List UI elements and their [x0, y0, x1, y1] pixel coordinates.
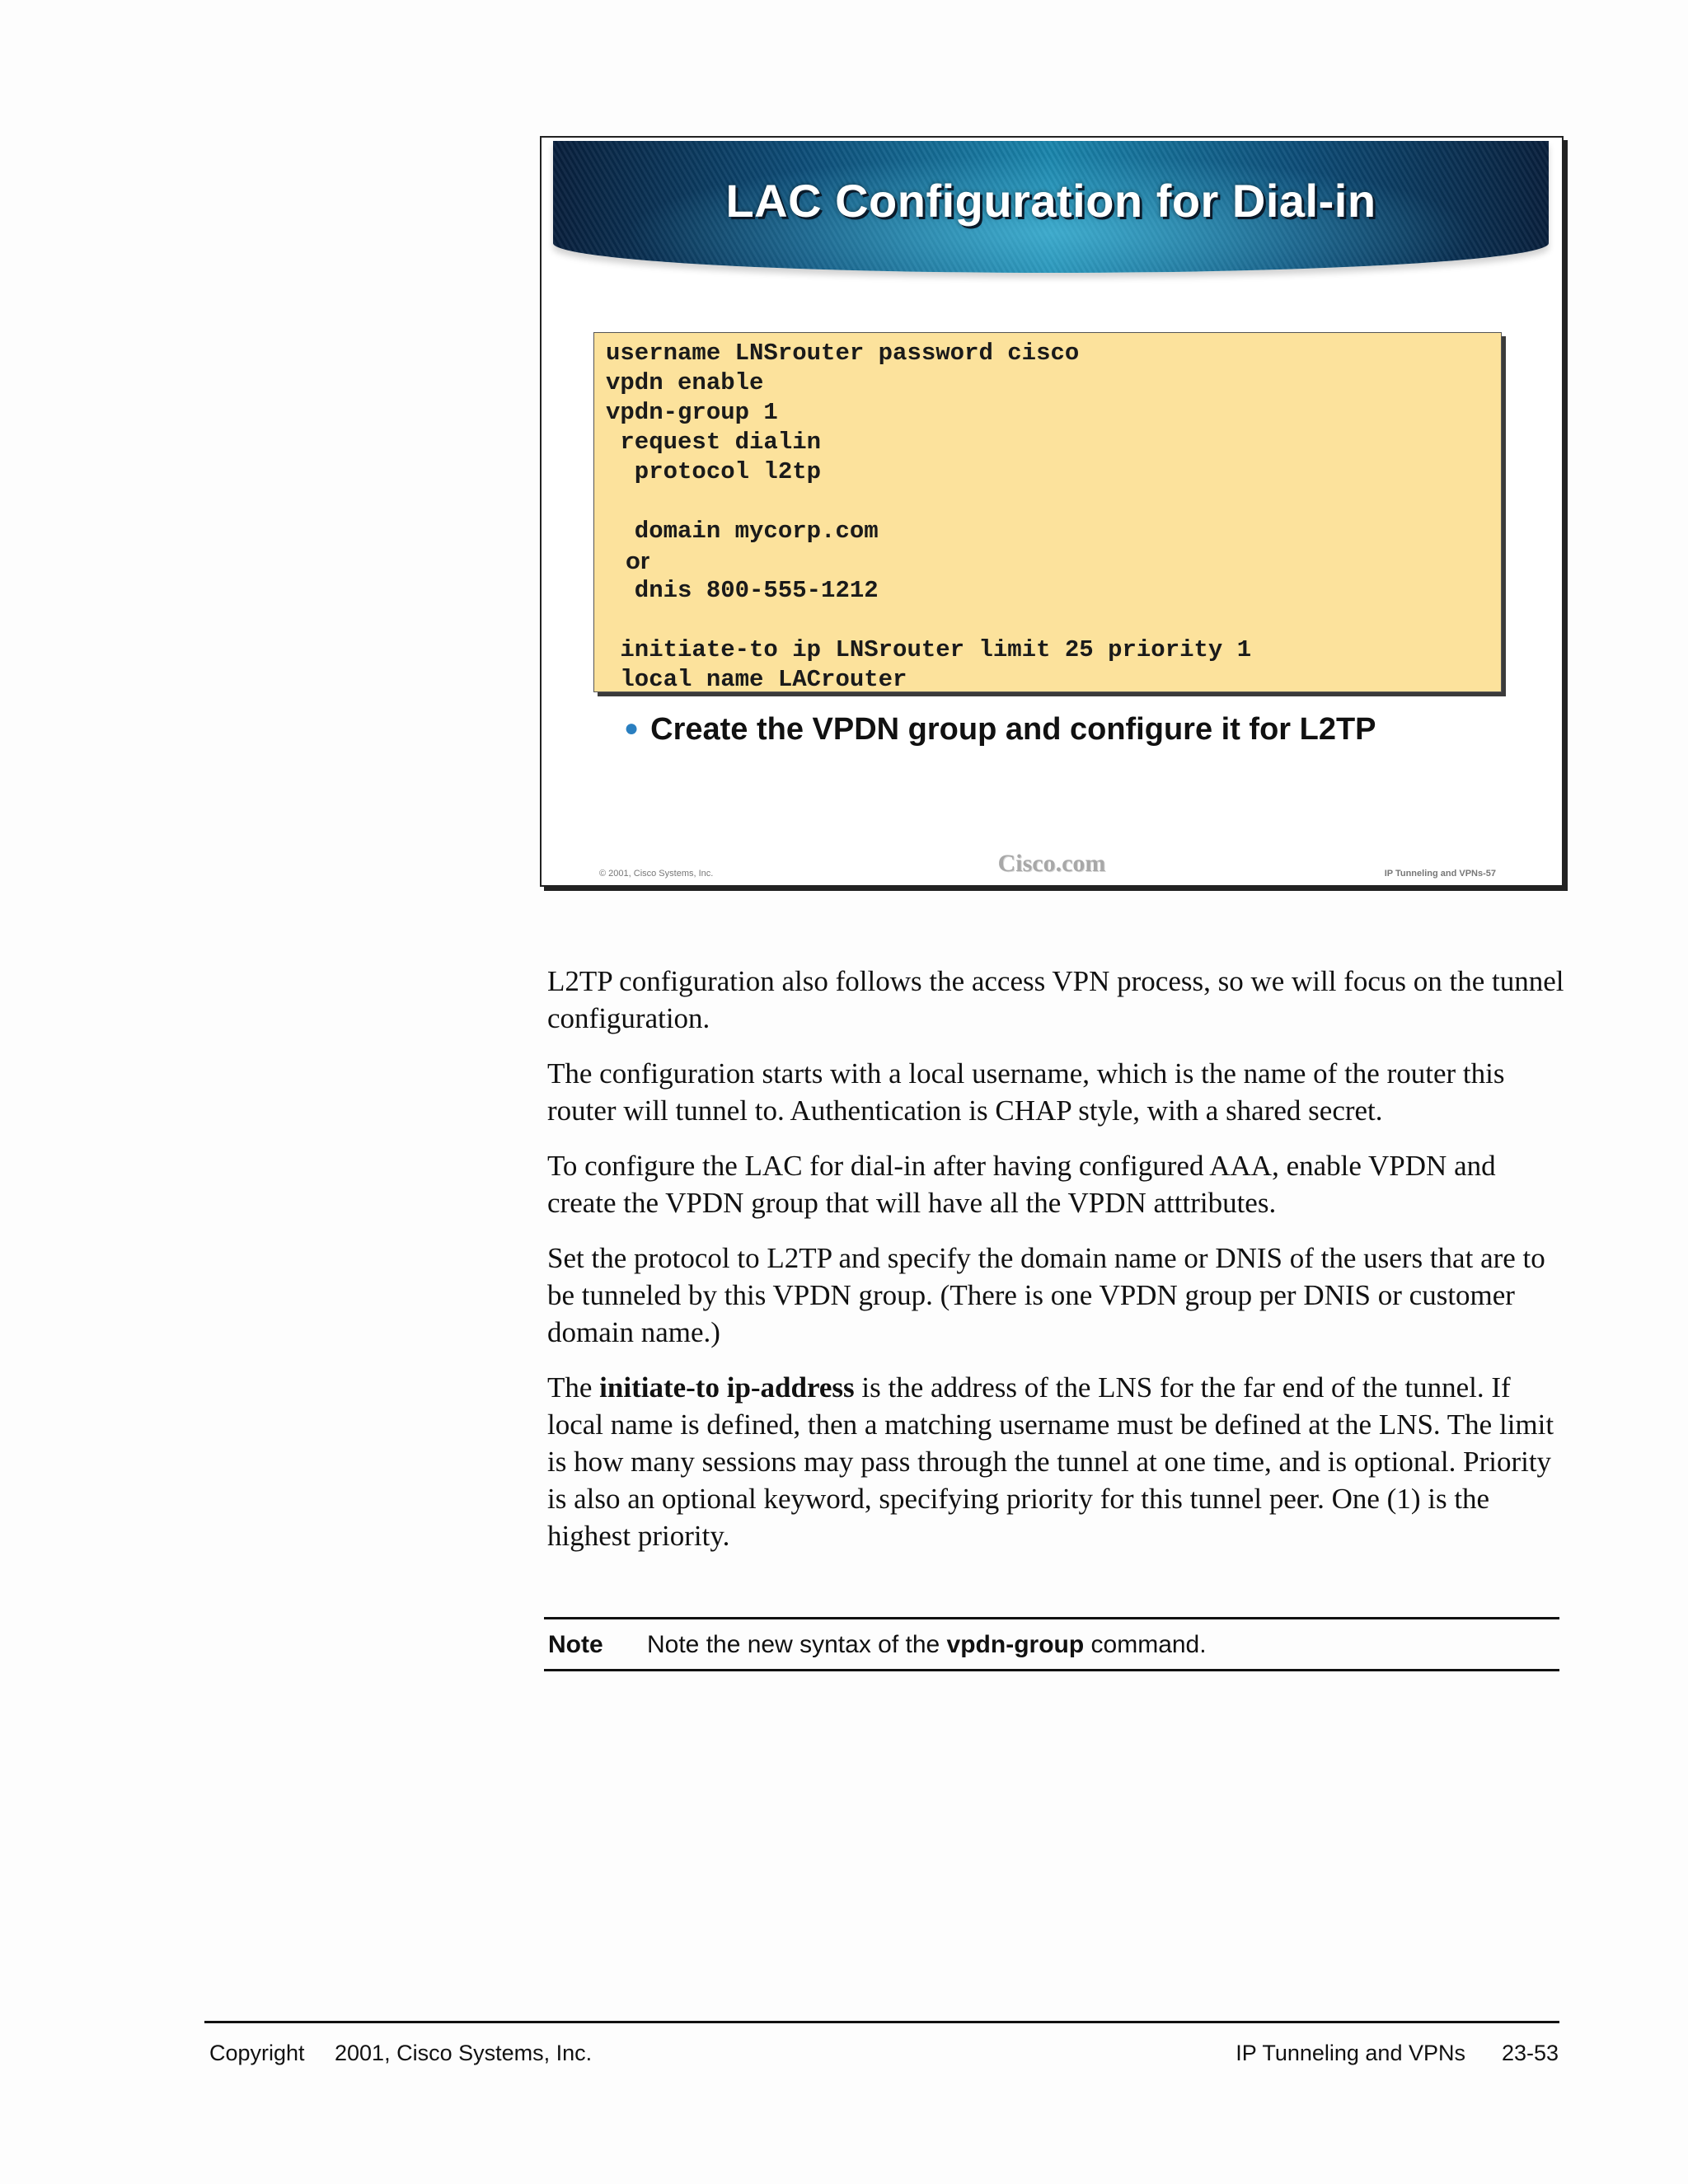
- body-text: [547, 963, 1566, 1572]
- paragraph-text: is the address of the LNS for the far end of the tunnel. If local name is defined, then a matching username must be defined at the LNS. The limit is how many sessions may pass through the tunnel at one time, and is optional. Priority is also an optional keyword, specifying priority for this tunnel peer. One (1) is the highest priority.: [547, 1371, 1554, 1552]
- code-line: initiate-to ip LNSrouter limit 25 priority 1: [606, 636, 1252, 663]
- code-line: domain mycorp.com: [606, 518, 879, 545]
- note-command: vpdn-group: [946, 1631, 1085, 1658]
- paragraph-text: The: [547, 1371, 600, 1404]
- cisco-logo: Cisco.com: [997, 850, 1106, 877]
- note-text-prefix: Note the new syntax of the: [647, 1631, 947, 1658]
- code-line: dnis 800-555-1212: [606, 577, 879, 604]
- paragraph: [547, 1369, 1566, 1554]
- command-keyword: initiate-to ip-address: [599, 1371, 855, 1404]
- slide-number: IP Tunneling and VPNs-57: [1384, 869, 1496, 879]
- paragraph: L2TP configuration also follows the access VPN process, so we will focus on the tunnel configuration.: [547, 965, 1564, 1034]
- note-label: Note: [548, 1631, 603, 1658]
- bullet-dot-icon: ●: [624, 715, 640, 742]
- footer-company: 2001, Cisco Systems, Inc.: [335, 2041, 593, 2065]
- code-line: [606, 606, 1501, 635]
- code-line-or: or: [606, 548, 650, 574]
- code-line: vpdn enable: [606, 369, 764, 396]
- paragraph: Set the protocol to L2TP and specify the domain name or DNIS of the users that are to be tunneled by this VPDN group. (There is one VPDN group per DNIS or customer domain name.): [547, 1242, 1545, 1348]
- code-line: username LNSrouter password cisco: [606, 340, 1080, 367]
- note-text-suffix: command.: [1084, 1631, 1207, 1658]
- slide-bullet: [624, 712, 1376, 748]
- slide-figure: [540, 136, 1564, 887]
- code-line: local name LACrouter: [606, 666, 907, 693]
- footer-copyright: Copyright: [209, 2041, 305, 2065]
- code-line: request dialin: [606, 429, 822, 456]
- note-box: [544, 1617, 1559, 1671]
- paragraph: To configure the LAC for dial-in after having configured AAA, enable VPDN and create the VPDN group that will have all the VPDN atttributes.: [547, 1150, 1496, 1219]
- slide-title: LAC Configuration for Dial-in: [725, 175, 1376, 227]
- slide-bullet-text: Create the VPDN group and configure it for L2TP: [650, 712, 1376, 747]
- title-banner: [553, 141, 1549, 273]
- code-line: protocol l2tp: [606, 458, 822, 485]
- paragraph: The configuration starts with a local username, which is the name of the router this router will tunnel to. Authentication is CHAP style, with a shared secret.: [547, 1057, 1505, 1127]
- code-line: [606, 487, 1501, 517]
- footer-course-title: IP Tunneling and VPNs: [1236, 2041, 1465, 2065]
- footer-page-number: 23-53: [1501, 2041, 1559, 2065]
- note-text: [647, 1631, 1207, 1659]
- footer-divider: [204, 2021, 1559, 2023]
- config-code-box: [593, 332, 1502, 692]
- code-line: vpdn-group 1: [606, 399, 778, 426]
- slide-copyright: © 2001, Cisco Systems, Inc.: [599, 869, 714, 879]
